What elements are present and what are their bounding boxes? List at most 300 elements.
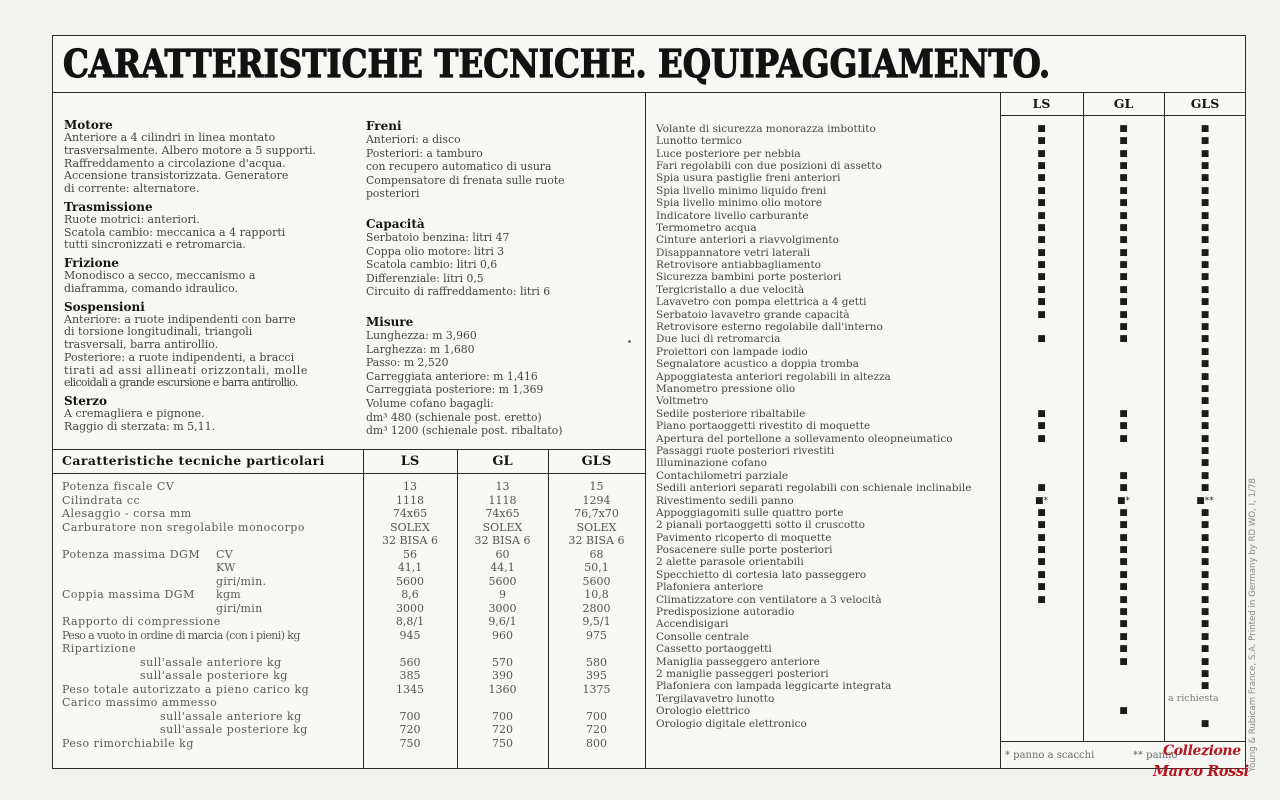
equipment-label: Proiettori con lampade iodio <box>656 345 808 358</box>
included-mark-icon: ■ <box>1200 359 1210 370</box>
spec-section-body <box>64 408 316 434</box>
included-mark-icon: ■** <box>1196 495 1214 506</box>
equipment-label: Illuminazione cofano <box>656 457 767 470</box>
included-mark-icon: ■ <box>1037 334 1046 345</box>
included-mark-icon: ■ <box>1119 607 1128 618</box>
included-mark-icon: ■ <box>1200 272 1210 283</box>
spec-line: Raggio di sterzata: m 5,11. <box>64 419 216 433</box>
included-mark-icon: ■ <box>1200 334 1210 345</box>
spec-line: Scatola cambio: meccanica a 4 rapporti <box>64 225 286 239</box>
list-item <box>656 160 1246 172</box>
spec-section-heading: Misure <box>366 314 414 329</box>
included-mark-icon: ■ <box>1037 160 1046 171</box>
included-mark-icon: ■ <box>1119 557 1128 568</box>
included-mark-icon: ■ <box>1200 668 1210 679</box>
included-mark-icon: ■ <box>1119 520 1128 531</box>
spec-line: Scatola cambio: litri 0,6 <box>366 258 498 272</box>
included-mark-icon: ■* <box>1034 495 1048 506</box>
included-mark-icon: ■ <box>1119 247 1128 258</box>
included-mark-icon: ■ <box>1200 483 1210 494</box>
included-mark-icon: ■ <box>1200 445 1210 456</box>
spec-line: di torsione longitudinali, triangoli <box>64 325 253 339</box>
table-row <box>62 683 642 697</box>
print-speck <box>628 340 631 343</box>
equipment-label: Indicatore livello carburante <box>656 209 809 222</box>
spec-section-heading: Capacità <box>366 216 425 231</box>
included-mark-icon: ■ <box>1200 594 1210 605</box>
list-item <box>656 581 1246 593</box>
value-gls: 68 <box>589 547 604 561</box>
spec-section-heading: Trasmissione <box>64 199 153 214</box>
included-mark-icon: ■ <box>1119 173 1128 184</box>
spec-line: Posteriore: a ruote indipendenti, a bracci <box>64 350 295 364</box>
value-ls: 700 <box>399 709 421 723</box>
spec-line: Accensione transistorizzata. Generatore <box>64 169 289 183</box>
included-mark-icon: ■ <box>1200 458 1210 469</box>
spec-section <box>64 394 316 434</box>
spec-label: Carburatore non sregolabile monocorpo <box>62 520 305 534</box>
equipment-label: Plafoniera anteriore <box>656 581 764 594</box>
equipment-label: Appoggiagomiti sulle quattro porte <box>656 506 844 519</box>
equipment-label: Manometro pressione olio <box>656 383 796 395</box>
spec-line: Anteriore: a ruote indipendenti con barre <box>64 312 296 326</box>
spec-section <box>64 256 316 296</box>
equipment-label: Pavimento ricoperto di moquette <box>656 531 832 544</box>
equipment-label: Plafoniera con lampada leggicarte integrata <box>656 680 892 693</box>
value-ls: 8,6 <box>401 588 419 601</box>
spec-line: Ruote motrici: anteriori. <box>64 212 200 226</box>
equipment-header-rule <box>1000 115 1246 116</box>
included-mark-icon: ■ <box>1037 123 1046 134</box>
value-gl: 32 BISA 6 <box>474 534 531 547</box>
value-ls: 41,1 <box>397 561 423 574</box>
page-title: CARATTERISTICHE TECNICHE. EQUIPAGGIAMENTO. <box>63 41 1051 86</box>
value-ls: 560 <box>399 655 421 669</box>
included-mark-icon: ■ <box>1200 619 1210 630</box>
spec-line: Differenziale: litri 0,5 <box>366 271 484 285</box>
list-item <box>656 569 1246 581</box>
table-row <box>62 602 642 616</box>
included-mark-icon: ■ <box>1200 470 1210 481</box>
spec-label: Potenza massima DGM <box>62 547 201 561</box>
value-ls: 1118 <box>396 493 424 507</box>
included-mark-icon: ■ <box>1200 260 1210 271</box>
value-gl: 390 <box>492 669 513 682</box>
value-ls: 32 BISA 6 <box>382 534 438 547</box>
spec-line: elicoidali a grande escursione e barra antirollio. <box>64 376 298 390</box>
included-mark-icon: ■ <box>1200 322 1210 333</box>
spec-label: Coppia massima DGM <box>62 588 195 601</box>
value-ls: 385 <box>399 669 421 682</box>
table-row <box>62 642 642 656</box>
equipment-label: Retrovisore esterno regolabile dall'interno <box>656 321 883 334</box>
included-mark-icon: ■ <box>1119 582 1128 593</box>
included-mark-icon: ■ <box>1200 235 1210 246</box>
included-mark-icon: ■ <box>1037 173 1046 184</box>
list-item <box>656 618 1246 630</box>
value-ls: 74x65 <box>392 507 428 520</box>
included-mark-icon: ■ <box>1037 309 1046 320</box>
equipment-label: Accendisigari <box>656 618 729 631</box>
list-item <box>656 284 1246 296</box>
spec-line: Compensatore di frenata sulle ruote <box>366 173 565 187</box>
spec-section <box>64 118 316 196</box>
spec-line: Serbatoio benzina: litri 47 <box>366 230 510 244</box>
table-header-bottom-rule <box>52 473 645 474</box>
list-item <box>656 495 1246 507</box>
included-mark-icon: ■ <box>1119 309 1128 320</box>
spec-column-right <box>366 119 565 454</box>
spec-label: Peso rimorchiabile kg <box>62 736 194 750</box>
included-mark-icon: ■ <box>1200 681 1210 692</box>
equipment-header-ls: LS <box>1032 96 1051 111</box>
included-mark-icon: ■ <box>1119 210 1128 221</box>
equipment-label: Cassetto portaoggetti <box>656 643 772 656</box>
value-gls: SOLEX <box>576 520 617 534</box>
value-ls: 56 <box>403 547 417 561</box>
value-gl: 750 <box>492 736 513 750</box>
list-item <box>656 185 1246 197</box>
list-item <box>656 222 1246 234</box>
included-mark-icon: ■ <box>1200 656 1210 667</box>
included-mark-icon: ■ <box>1119 470 1128 481</box>
included-mark-icon: ■ <box>1119 272 1128 283</box>
value-gl: 5600 <box>488 574 517 588</box>
equipment-label: Sedile posteriore ribaltabile <box>656 407 806 420</box>
list-item <box>656 358 1246 370</box>
spec-line: Posteriori: a tamburo <box>366 146 483 160</box>
value-gl: 570 <box>492 655 513 669</box>
included-mark-icon: ■ <box>1037 198 1046 209</box>
spec-section <box>366 217 565 299</box>
included-mark-icon: ■ <box>1037 532 1046 543</box>
value-gls: 975 <box>586 628 607 642</box>
list-item <box>656 135 1246 147</box>
list-item <box>656 470 1246 482</box>
spec-line: Carreggiata anteriore: m 1,416 <box>366 369 538 383</box>
included-mark-icon: ■ <box>1119 706 1128 717</box>
included-mark-icon: ■ <box>1119 656 1128 667</box>
table-row <box>62 507 642 521</box>
list-item <box>656 420 1246 432</box>
included-mark-icon: a richiesta <box>1168 692 1219 704</box>
included-mark-icon: ■ <box>1119 619 1128 630</box>
value-gl: SOLEX <box>482 520 523 534</box>
equipment-label: Termometro acqua <box>656 221 757 234</box>
included-mark-icon: ■ <box>1037 569 1046 580</box>
value-ls: 750 <box>399 736 421 750</box>
equipment-footer-rule <box>1000 741 1246 742</box>
particular-specs-body <box>62 480 642 750</box>
section-divider <box>645 92 646 769</box>
spec-section-heading: Freni <box>366 119 402 133</box>
included-mark-icon: ■ <box>1200 408 1210 419</box>
spec-section-heading: Sterzo <box>64 394 107 408</box>
included-mark-icon: ■ <box>1037 136 1046 147</box>
spec-line: Passo: m 2,520 <box>366 356 449 370</box>
value-gls: 1294 <box>582 493 611 507</box>
equipment-label: Lavavetro con pompa elettrica a 4 getti <box>656 296 867 309</box>
footnote-double-star: ** panno <box>1133 750 1178 761</box>
included-mark-icon: ■ <box>1200 507 1210 518</box>
included-mark-icon: ■ <box>1119 260 1128 271</box>
included-mark-icon: ■ <box>1200 346 1210 357</box>
value-gl: 960 <box>492 628 513 642</box>
equipment-label: Voltmetro <box>656 395 709 408</box>
list-item <box>656 197 1246 209</box>
table-row <box>62 548 642 562</box>
equipment-list <box>656 123 1246 730</box>
value-ls: 1345 <box>396 682 424 696</box>
value-gls: 5600 <box>582 574 611 588</box>
list-item <box>656 123 1246 135</box>
spec-unit: KW <box>216 561 236 574</box>
included-mark-icon: ■ <box>1200 309 1210 320</box>
included-mark-icon: ■ <box>1200 210 1210 221</box>
equipment-label: Retrovisore antiabbagliamento <box>656 259 821 272</box>
spec-line: Monodisco a secco, meccanismo a <box>64 269 256 282</box>
spec-column-left <box>64 118 316 438</box>
list-item <box>656 705 1246 717</box>
included-mark-icon: ■ <box>1037 408 1046 419</box>
list-item <box>656 271 1246 283</box>
spec-line: Anteriori: a disco <box>366 133 461 146</box>
included-mark-icon: ■ <box>1119 136 1128 147</box>
spec-section-body <box>64 314 316 391</box>
spec-section-heading: Sospensioni <box>64 299 145 314</box>
spec-line: tirati ad assi allineati orizzontali, molle <box>64 363 308 377</box>
printer-credit: Young & Rubicam France, S.A. Printed in Germany by RD WO, I, 1/78 <box>1248 478 1258 772</box>
spec-line: Carreggiata posteriore: m 1,369 <box>366 383 544 397</box>
value-gls: 580 <box>586 655 607 669</box>
table-row <box>62 710 642 724</box>
equipment-label: Spia livello minimo liquido freni <box>656 184 827 197</box>
value-gl: 44,1 <box>490 561 515 574</box>
list-item <box>656 346 1246 358</box>
included-mark-icon: ■ <box>1119 483 1128 494</box>
list-item <box>656 148 1246 160</box>
particular-specs-title: Caratteristiche tecniche particolari <box>62 453 325 468</box>
value-ls: 8,8/1 <box>395 615 425 628</box>
equipment-label: 2 maniglie passeggeri posteriori <box>656 667 829 680</box>
included-mark-icon: ■ <box>1037 557 1046 568</box>
spec-section-body <box>366 231 565 299</box>
table-header-gls: GLS <box>581 454 612 469</box>
included-mark-icon: ■ <box>1119 160 1128 171</box>
included-mark-icon: ■ <box>1119 408 1128 419</box>
equipment-header-gl: GL <box>1113 96 1134 111</box>
included-mark-icon: ■ <box>1119 433 1128 444</box>
list-item <box>656 172 1246 184</box>
spec-line: con recupero automatico di usura <box>366 160 552 174</box>
included-mark-icon: ■ <box>1200 198 1210 209</box>
table-row <box>62 575 642 589</box>
spec-line: Circuito di raffreddamento: litri 6 <box>366 285 551 299</box>
included-mark-icon: ■ <box>1037 545 1046 556</box>
equipment-label: Volante di sicurezza monorazza imbottito <box>656 122 876 135</box>
spec-line: Anteriore a 4 cilindri in linea montato <box>64 131 276 144</box>
included-mark-icon: ■ <box>1200 631 1210 642</box>
equipment-label: Cinture anteriori a riavvolgimento <box>656 234 839 247</box>
equipment-label: Passaggi ruote posteriori rivestiti <box>656 444 835 457</box>
equipment-label: Rivestimento sedili panno <box>656 494 794 507</box>
included-mark-icon: ■ <box>1200 247 1210 258</box>
list-item <box>656 556 1246 568</box>
list-item <box>656 457 1246 469</box>
included-mark-icon: ■ <box>1200 421 1210 432</box>
included-mark-icon: ■ <box>1119 284 1128 295</box>
table-row <box>62 588 642 602</box>
spec-section <box>366 315 565 438</box>
included-mark-icon: ■ <box>1037 520 1046 531</box>
value-gls: 10,8 <box>584 588 609 601</box>
equipment-label: Segnalatore acustico a doppia tromba <box>656 358 859 371</box>
spec-unit: giri/min <box>216 601 263 615</box>
included-mark-icon: ■ <box>1200 297 1210 308</box>
value-gls: 32 BISA 6 <box>568 534 625 547</box>
included-mark-icon: ■ <box>1200 545 1210 556</box>
value-ls: 13 <box>403 480 417 493</box>
list-item <box>656 631 1246 643</box>
included-mark-icon: ■ <box>1037 284 1046 295</box>
equipment-label: Contachilometri parziale <box>656 469 789 482</box>
equipment-label: Orologio digitale elettronico <box>656 717 807 730</box>
spec-label: Carico massimo ammesso <box>62 696 218 709</box>
spec-section-heading: Motore <box>64 118 113 132</box>
spec-label: Rapporto di compressione <box>62 615 221 628</box>
spec-line: Volume cofano bagagli: <box>366 396 494 410</box>
spec-label: Peso totale autorizzato a pieno carico kg <box>62 682 310 696</box>
equipment-label: Serbatoio lavavetro grande capacità <box>656 308 850 321</box>
spec-label: Alesaggio - corsa mm <box>62 507 192 520</box>
list-item <box>656 371 1246 383</box>
spec-line: di corrente: alternatore. <box>64 182 200 195</box>
list-item <box>656 606 1246 618</box>
list-item <box>656 668 1246 680</box>
value-gl: 9 <box>499 588 506 601</box>
included-mark-icon: ■ <box>1119 334 1128 345</box>
included-mark-icon: ■ <box>1200 222 1210 233</box>
included-mark-icon: ■ <box>1037 247 1046 258</box>
equipment-label: Maniglia passeggero anteriore <box>656 655 820 668</box>
included-mark-icon: ■ <box>1037 433 1046 444</box>
table-row <box>62 615 642 629</box>
included-mark-icon: ■ <box>1037 421 1046 432</box>
included-mark-icon: ■ <box>1119 148 1128 159</box>
included-mark-icon: ■ <box>1200 284 1210 295</box>
spec-label: sull'assale posteriore kg <box>140 669 288 682</box>
spec-label: sull'assale posteriore kg <box>160 723 308 736</box>
list-item <box>656 333 1246 345</box>
footnote-single-star: * panno a scacchi <box>1005 750 1095 761</box>
list-item <box>656 309 1246 321</box>
list-item <box>656 482 1246 494</box>
value-gl: 74x65 <box>485 507 520 520</box>
spec-line: tutti sincronizzati e retromarcia. <box>64 238 246 252</box>
included-mark-icon: ■ <box>1037 235 1046 246</box>
included-mark-icon: ■ <box>1200 433 1210 444</box>
spec-line: A cremagliera e pignone. <box>64 407 205 420</box>
equipment-label: Sedili anteriori separati regolabili con schienale inclinabile <box>656 482 972 495</box>
included-mark-icon: ■ <box>1037 185 1046 196</box>
included-mark-icon: ■ <box>1200 396 1210 407</box>
spec-section-body <box>64 214 316 252</box>
spec-line: trasversalmente. Albero motore a 5 supporti. <box>64 143 316 157</box>
equipment-label: Apertura del portellone a sollevamento oleopneumatico <box>656 432 953 445</box>
spec-line: dm³ 480 (schienale post. eretto) <box>366 410 542 424</box>
included-mark-icon: ■ <box>1119 532 1128 543</box>
included-mark-icon: ■ <box>1200 136 1210 147</box>
spec-section-heading: Frizione <box>64 256 119 270</box>
value-gls: 76,7x70 <box>574 507 619 520</box>
included-mark-icon: ■* <box>1116 495 1130 506</box>
equipment-label: Orologio elettrico <box>656 705 751 718</box>
included-mark-icon: ■ <box>1119 222 1128 233</box>
value-gls: 50,1 <box>584 561 609 574</box>
equipment-label: Posacenere sulle porte posteriori <box>656 544 833 557</box>
included-mark-icon: ■ <box>1037 483 1046 494</box>
included-mark-icon: ■ <box>1037 507 1046 518</box>
table-row <box>62 656 642 670</box>
equipment-label: Climatizzatore con ventilatore a 3 velocità <box>656 593 882 606</box>
included-mark-icon: ■ <box>1200 123 1210 134</box>
spec-label: Cilindrata cc <box>62 493 141 507</box>
included-mark-icon: ■ <box>1200 371 1210 382</box>
value-gls: 800 <box>586 736 607 750</box>
spec-label: Peso a vuoto in ordine di marcia (con i pieni) kg <box>62 628 300 642</box>
included-mark-icon: ■ <box>1119 123 1128 134</box>
included-mark-icon: ■ <box>1200 532 1210 543</box>
spec-section <box>366 119 565 201</box>
included-mark-icon: ■ <box>1119 235 1128 246</box>
included-mark-icon: ■ <box>1119 644 1128 655</box>
included-mark-icon: ■ <box>1200 173 1210 184</box>
list-item <box>656 296 1246 308</box>
included-mark-icon: ■ <box>1200 160 1210 171</box>
value-gl: 60 <box>495 547 510 561</box>
table-row <box>62 494 642 508</box>
included-mark-icon: ■ <box>1037 222 1046 233</box>
included-mark-icon: ■ <box>1200 557 1210 568</box>
included-mark-icon: ■ <box>1037 210 1046 221</box>
spec-section-body <box>64 270 316 296</box>
included-mark-icon: ■ <box>1037 582 1046 593</box>
watermark-line-1: Collezione <box>1163 743 1241 759</box>
spec-label: sull'assale anteriore kg <box>160 709 302 723</box>
spec-section-body <box>366 133 565 201</box>
watermark-line-2: Marco Rossi <box>1153 763 1249 780</box>
included-mark-icon: ■ <box>1037 297 1046 308</box>
value-ls: 945 <box>399 628 421 642</box>
value-ls: 720 <box>399 723 421 736</box>
table-row <box>62 629 642 643</box>
value-gls: 395 <box>586 669 607 682</box>
included-mark-icon: ■ <box>1200 582 1210 593</box>
list-item <box>656 210 1246 222</box>
included-mark-icon: ■ <box>1200 569 1210 580</box>
equipment-label: Tergilavavetro lunotto <box>656 692 775 705</box>
included-mark-icon: ■ <box>1119 545 1128 556</box>
table-row <box>62 696 642 710</box>
spec-line: Coppa olio motore: litri 3 <box>366 244 505 258</box>
list-item <box>656 718 1246 730</box>
spec-line: Larghezza: m 1,680 <box>366 342 475 356</box>
included-mark-icon: ■ <box>1200 607 1210 618</box>
included-mark-icon: ■ <box>1200 520 1210 531</box>
spec-line: trasversali, barra antirollio. <box>64 338 219 351</box>
included-mark-icon: ■ <box>1200 644 1210 655</box>
equipment-label: Spia usura pastiglie freni anteriori <box>656 172 841 185</box>
